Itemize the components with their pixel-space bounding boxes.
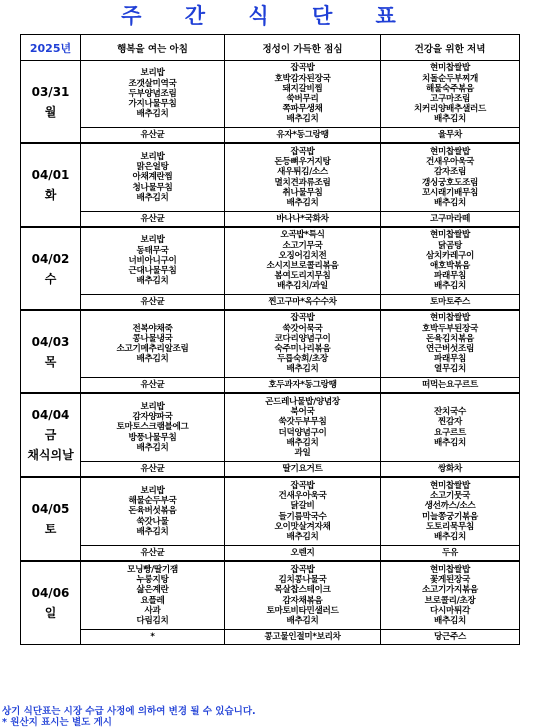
lunch-item: 돼지갈비찜: [282, 83, 323, 94]
dinner-item: 도토리묵무침: [425, 521, 474, 532]
lunch-cell: [225, 477, 381, 546]
dinner-item: 브로콜리/초장: [424, 595, 476, 606]
snack-cell: 유산균: [81, 462, 225, 478]
lunch-item: 건새우아욱국: [278, 491, 327, 502]
breakfast-item: 두부양념조림: [128, 88, 177, 99]
day-cell: [21, 477, 81, 561]
snack-cell: 오렌지: [225, 546, 381, 562]
breakfast-item: 보리밥: [140, 68, 165, 79]
breakfast-cell: [81, 143, 225, 212]
dinner-item: 파래무침: [433, 354, 466, 365]
dinner-cell: [381, 477, 520, 546]
lunch-item: 잡곡밥: [290, 63, 315, 74]
day-date: 04/02: [31, 251, 70, 266]
dinner-header: 건강을 위한 저녁: [381, 35, 520, 61]
dinner-item: 현미찹쌀밥: [429, 313, 470, 324]
lunch-item: 배추김치: [286, 197, 319, 208]
day-date: 04/04: [31, 408, 70, 422]
dinner-item: 배추김치: [433, 531, 466, 542]
day-weekday: 화: [44, 188, 57, 202]
snack-cell: 찐고구마*옥수수차: [225, 295, 381, 311]
lunch-item: 숙주미나리볶음: [274, 344, 331, 354]
breakfast-item: 아채계란찜: [132, 172, 173, 183]
day-row: [21, 310, 520, 378]
breakfast-item: 보리밥: [140, 401, 165, 412]
snack-row: [21, 378, 520, 394]
breakfast-item: 전복야채죽: [132, 323, 173, 334]
day-row: [21, 143, 520, 212]
dinner-item: 다시마튀각: [429, 605, 470, 616]
day-row: [21, 227, 520, 295]
snack-cell: 유산균: [81, 212, 225, 228]
dinner-item: 미늘쫑궁기볶음: [421, 511, 478, 522]
lunch-item: 소시지브로콜리볶음: [266, 261, 339, 271]
snack-cell: 유산균: [81, 295, 225, 311]
lunch-item: 오징어김치전: [278, 250, 327, 261]
snack-cell: 유자*동그랑땡: [225, 128, 381, 144]
dinner-item: 파래무침: [433, 271, 466, 282]
lunch-item: 취나물무침: [282, 187, 323, 198]
day-row: [21, 561, 520, 630]
day-weekday: 토: [44, 522, 57, 536]
dinner-item: 배추김치: [433, 281, 466, 292]
snack-cell: 두유: [381, 546, 520, 562]
breakfast-item: 사과: [144, 605, 161, 616]
snack-row: [21, 212, 520, 228]
lunch-item: 봄여도리지무침: [274, 271, 331, 282]
lunch-cell: [225, 310, 381, 378]
snack-cell: 콩고물인절미*보리차: [225, 630, 381, 645]
breakfast-item: 배추김치: [136, 192, 169, 203]
snack-cell: 딸기요거트: [225, 462, 381, 478]
breakfast-item: 해물순두부국: [128, 496, 177, 507]
dinner-item: 요구르트: [433, 427, 466, 438]
breakfast-header: 행복을 여는 아침: [81, 35, 225, 61]
snack-row: [21, 128, 520, 144]
dinner-item: 건새우아욱국: [425, 157, 474, 168]
dinner-item: 찐감자: [437, 417, 462, 428]
lunch-item: 두릅숙회/초장: [277, 354, 328, 365]
day-weekday: 수: [44, 271, 57, 286]
lunch-header: 정성이 가득한 점심: [225, 35, 381, 61]
dinner-item: 현미찹쌀밥: [429, 63, 470, 74]
day-cell: [21, 561, 81, 645]
lunch-item: 들기름막국수: [278, 511, 327, 522]
header-row: [21, 35, 520, 61]
snack-cell: 쌍화차: [381, 462, 520, 478]
snack-row: [21, 462, 520, 478]
dinner-cell: [381, 561, 520, 630]
breakfast-item: 맑은얼탕: [136, 162, 169, 173]
day-weekday: 월: [44, 104, 57, 119]
breakfast-cell: [81, 227, 225, 295]
lunch-cell: [225, 143, 381, 212]
breakfast-item: 요플레: [140, 595, 165, 606]
lunch-item: 쑥갓두부무침: [278, 417, 327, 428]
dinner-item: 배추김치: [433, 615, 466, 626]
lunch-item: 멸치견과류조림: [274, 177, 331, 188]
snack-row: [21, 630, 520, 645]
lunch-item: 잡곡밥: [290, 146, 315, 157]
lunch-item: 쑥갓어묵국: [282, 323, 323, 334]
dinner-item: 삼치카레구이: [425, 250, 474, 261]
lunch-item: 곤드레나물밥/양념장: [265, 396, 340, 407]
lunch-item: 토마토비타민샐러드: [266, 605, 339, 616]
lunch-item: 감자채볶음: [282, 595, 323, 606]
day-cell: [21, 143, 81, 227]
day-note: 채식의날: [27, 448, 74, 462]
breakfast-item: 감자양파국: [132, 412, 173, 423]
lunch-item: 쪽파무생채: [282, 104, 323, 115]
breakfast-item: 배추김치: [136, 442, 169, 453]
breakfast-item: 보리밥: [140, 151, 165, 162]
lunch-item: 코다리양념구이: [274, 333, 331, 344]
snack-cell: 호두과자*동그랑땡: [225, 378, 381, 394]
lunch-item: 과일: [294, 447, 311, 458]
breakfast-item: 방풍나물무침: [128, 432, 177, 443]
breakfast-item: 배추김치: [136, 109, 169, 120]
snack-cell: 고구마라떼: [381, 212, 520, 228]
day-date: 03/31: [31, 84, 70, 99]
lunch-item: 닭갈비: [290, 501, 315, 512]
dinner-cell: [381, 61, 520, 128]
snack-cell: 유산균: [81, 128, 225, 144]
breakfast-item: 배추김치: [136, 526, 169, 537]
snack-cell: 유산균: [81, 378, 225, 394]
dinner-item: 현미찹쌀밥: [429, 230, 470, 241]
dinner-cell: [381, 310, 520, 378]
lunch-item: 소고기무국: [282, 240, 323, 251]
lunch-item: 더덕양념구이: [278, 427, 327, 438]
snack-cell: *: [81, 630, 225, 645]
snack-cell: 떠먹는요구르트: [381, 378, 520, 394]
dinner-item: 열무김치: [433, 364, 466, 375]
dinner-item: 꽃게된장국: [429, 575, 470, 586]
lunch-item: 오곡밥*특식: [280, 230, 325, 241]
footer-note: * 원산지 표시는 별도 게시: [2, 717, 112, 728]
breakfast-item: 청나물무침: [132, 182, 173, 193]
weekly-menu-table: [20, 34, 520, 645]
dinner-item: 현미찹쌀밥: [429, 146, 470, 157]
snack-cell: 유산균: [81, 546, 225, 562]
day-weekday: 금: [44, 428, 57, 442]
lunch-item: 쑥버무리: [286, 94, 319, 104]
breakfast-cell: [81, 561, 225, 630]
lunch-cell: [225, 561, 381, 630]
lunch-item: 잡곡밥: [290, 313, 315, 324]
dinner-item: 소고기가지볶음: [421, 585, 478, 596]
breakfast-item: 배추김치: [136, 276, 169, 287]
day-row: [21, 393, 520, 462]
breakfast-item: 동태무국: [136, 245, 169, 256]
breakfast-item: 모닝빵/딸기잼: [127, 564, 178, 575]
dinner-item: 생선까스/소스: [424, 501, 476, 512]
dinner-item: 감자조림: [433, 167, 466, 178]
lunch-item: 북어국: [290, 407, 315, 418]
breakfast-item: 콩나물냉국: [132, 333, 173, 344]
dinner-item: 고구마조림: [429, 94, 470, 104]
dinner-item: 배추김치: [433, 437, 466, 448]
lunch-cell: [225, 393, 381, 462]
dinner-item: 소고기뭇국: [429, 491, 470, 502]
breakfast-item: 누룽지탕: [136, 575, 169, 586]
dinner-cell: [381, 227, 520, 295]
dinner-item: 치커리양배추샐러드: [413, 104, 486, 115]
breakfast-cell: [81, 310, 225, 378]
breakfast-item: 토마토스크램블에그: [116, 422, 189, 433]
lunch-item: 목살찹스테이크: [274, 585, 331, 596]
day-date: 04/01: [31, 168, 70, 182]
dinner-item: 연근버섯조림: [425, 344, 474, 354]
dinner-cell: [381, 393, 520, 462]
lunch-item: 배추김치: [286, 531, 319, 542]
breakfast-item: 보리밥: [140, 235, 165, 246]
lunch-cell: [225, 61, 381, 128]
dinner-item: 꼬시래기배무침: [421, 187, 478, 198]
dinner-item: 애호박볶음: [429, 261, 470, 271]
breakfast-item: 배추김치: [136, 354, 169, 365]
breakfast-cell: [81, 477, 225, 546]
lunch-item: 돈등뼈우거지탕: [274, 157, 331, 168]
day-weekday: 목: [44, 354, 57, 369]
breakfast-item: 조갯살미역국: [128, 78, 177, 89]
snack-row: [21, 546, 520, 562]
lunch-cell: [225, 227, 381, 295]
dinner-item: 잔치국수: [433, 407, 466, 418]
dinner-item: 갱싱궁호도조림: [421, 177, 478, 188]
lunch-item: 오이맛살겨자채: [274, 521, 331, 532]
lunch-item: 잡곡밥: [290, 564, 315, 575]
lunch-item: 배추김치: [286, 114, 319, 125]
lunch-item: 잡곡밥: [290, 480, 315, 491]
day-cell: [21, 227, 81, 310]
lunch-item: 김치콩나물국: [278, 575, 327, 586]
dinner-item: 닭곰탕: [437, 240, 462, 251]
day-cell: [21, 393, 81, 477]
footer-notice: 상기 식단표는 시장 수급 사정에 의하여 변경 될 수 있습니다.: [2, 706, 256, 717]
day-weekday: 일: [44, 606, 57, 620]
dinner-item: 현미찹쌀밥: [429, 564, 470, 575]
lunch-item: 새우튀김/소스: [277, 167, 328, 178]
breakfast-item: 근대나물무침: [128, 266, 177, 277]
dinner-item: 배추김치: [433, 197, 466, 208]
page-title: 주 간 식 단 표: [121, 4, 414, 28]
snack-row: [21, 295, 520, 311]
day-date: 04/05: [31, 502, 70, 516]
lunch-item: 배추김치: [286, 437, 319, 448]
lunch-item: 호박감자된장국: [274, 73, 331, 84]
snack-cell: 토마토주스: [381, 295, 520, 311]
breakfast-item: 너비아니구이: [128, 255, 177, 266]
breakfast-cell: [81, 393, 225, 462]
breakfast-item: 보리밥: [140, 485, 165, 496]
lunch-item: 배추김치/과일: [277, 281, 328, 292]
breakfast-item: 가지나물무침: [128, 99, 177, 110]
dinner-item: 호박두부된장국: [421, 323, 478, 334]
day-row: [21, 477, 520, 546]
breakfast-item: 돈육버섯볶음: [128, 506, 177, 517]
day-date: 04/03: [31, 334, 70, 349]
year-header: 2025년: [21, 35, 81, 61]
breakfast-item: 다림김치: [136, 615, 169, 626]
dinner-item: 돈육김치볶음: [425, 333, 474, 344]
snack-cell: 율무차: [381, 128, 520, 144]
day-date: 04/06: [31, 586, 70, 600]
breakfast-cell: [81, 61, 225, 128]
dinner-cell: [381, 143, 520, 212]
dinner-item: 치돌순두부찌개: [421, 73, 478, 84]
dinner-item: 현미찹쌀밥: [429, 480, 470, 491]
lunch-item: 배추김치: [286, 615, 319, 626]
lunch-item: 배추김치: [286, 364, 319, 375]
dinner-item: 배추김치: [433, 114, 466, 125]
dinner-item: 해물숙주볶음: [425, 83, 474, 94]
breakfast-item: 삶은계란: [136, 585, 169, 596]
breakfast-item: 소고기메추리알조림: [116, 344, 189, 354]
breakfast-item: 쑥갓나물: [136, 516, 169, 527]
day-cell: [21, 310, 81, 393]
snack-cell: 바나나*국화차: [225, 212, 381, 228]
day-row: [21, 61, 520, 128]
snack-cell: 당근주스: [381, 630, 520, 645]
day-cell: [21, 61, 81, 144]
